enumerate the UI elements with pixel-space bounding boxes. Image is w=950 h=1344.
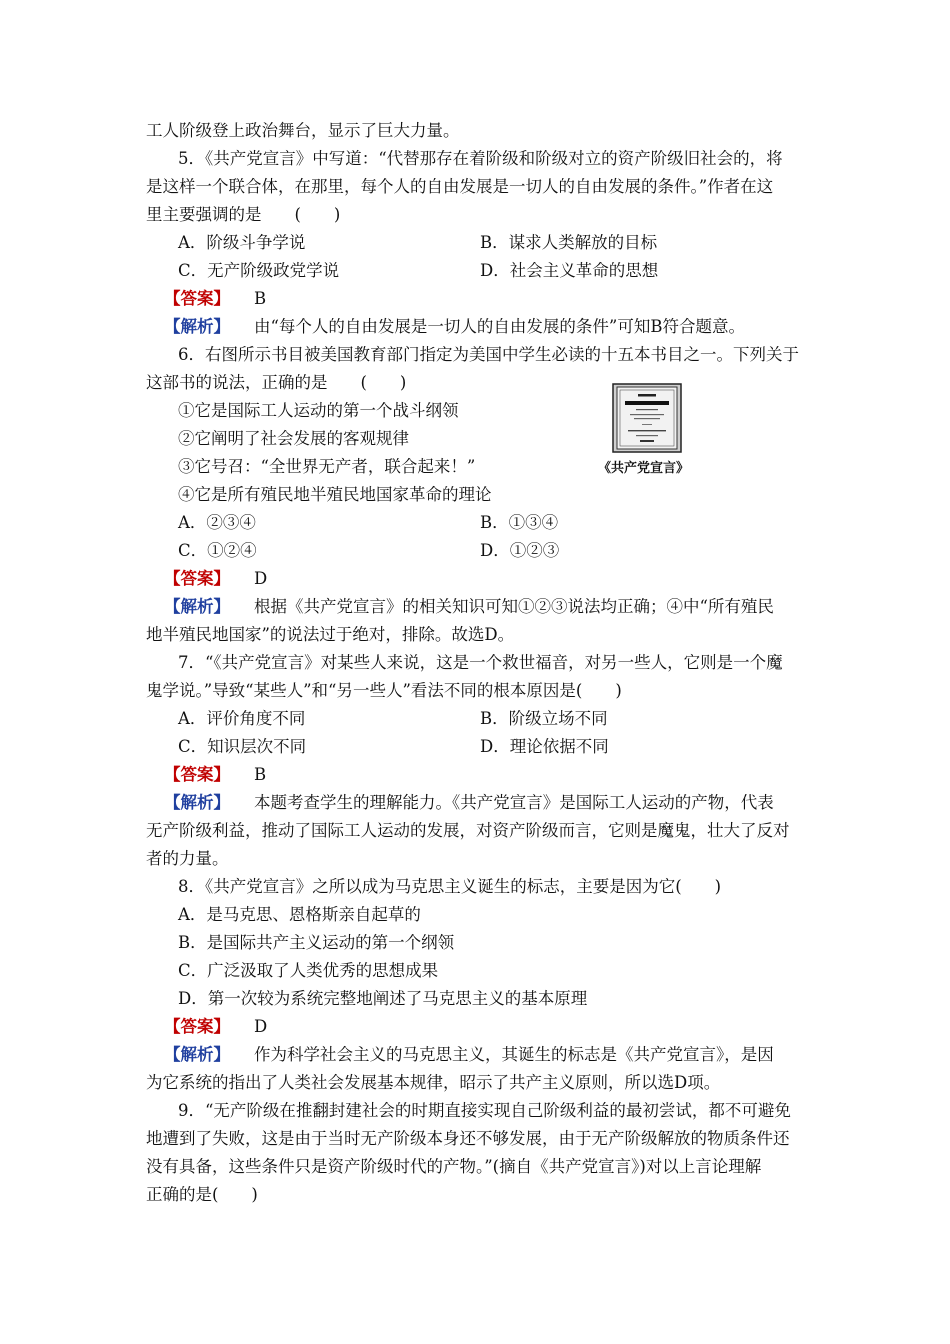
question-6-stem: 这部书的说法，正确的是 ( ): [146, 373, 407, 392]
analysis-line: [164, 1041, 774, 1069]
statement-3: ③它号召：“全世界无产者，联合起来！”: [178, 457, 476, 476]
option-d: D．①②③: [480, 541, 560, 560]
answer-value: B: [254, 765, 267, 784]
analysis-label: 【解析】: [164, 317, 230, 336]
option-b: B．是国际共产主义运动的第一个纲领: [178, 933, 455, 952]
statement-4: ④它是所有殖民地半殖民地国家革命的理论: [178, 485, 492, 504]
option-d: D．社会主义革命的思想: [480, 261, 659, 280]
option-a: A．②③④: [178, 513, 256, 532]
option-b: B．阶级立场不同: [480, 709, 608, 728]
analysis-label: 【解析】: [164, 597, 230, 616]
option-d: D．理论依据不同: [480, 737, 609, 756]
analysis-label: 【解析】: [164, 1045, 230, 1064]
question-7-stem: 7．“《共产党宣言》对某些人来说，这是一个救世福音，对另一些人，它则是一个魔: [178, 653, 783, 672]
answer-line: [164, 761, 266, 789]
analysis-line: [164, 789, 774, 817]
answer-label: 【答案】: [164, 1017, 230, 1036]
book-caption: 《共产党宣言》: [598, 461, 690, 476]
question-8-stem: 8．《共产党宣言》之所以成为马克思主义诞生的标志，主要是因为它( ): [178, 877, 722, 896]
option-c: C．广泛汲取了人类优秀的思想成果: [178, 961, 439, 980]
answer-line: [164, 285, 266, 313]
answer-label: 【答案】: [164, 569, 230, 588]
option-a: A．是马克思、恩格斯亲自起草的: [178, 905, 421, 924]
statement-2: ②它阐明了社会发展的客观规律: [178, 429, 409, 448]
analysis-text: 者的力量。: [146, 849, 229, 868]
analysis-text: 根据《共产党宣言》的相关知识可知①②③说法均正确；④中“所有殖民: [254, 597, 774, 616]
analysis-line: [164, 313, 745, 341]
answer-line: [164, 565, 267, 593]
answer-value: B: [254, 289, 267, 308]
question-9-stem: 地遭到了失败，这是由于当时无产阶级本身还不够发展，由于无产阶级解放的物质条件还: [146, 1129, 790, 1148]
option-b: B．谋求人类解放的目标: [480, 233, 658, 252]
option-b: B．①③④: [480, 513, 559, 532]
text-line: 工人阶级登上政治舞台，显示了巨大力量。: [146, 121, 460, 140]
analysis-line: [164, 593, 774, 621]
question-5-stem: 里主要强调的是 ( ): [146, 205, 341, 224]
question-9-stem: 正确的是( ): [146, 1185, 258, 1204]
question-6-stem: 6．右图所示书目被美国教育部门指定为美国中学生必读的十五本书目之一。下列关于: [178, 345, 799, 364]
answer-value: D: [254, 569, 268, 588]
option-a: A．阶级斗争学说: [178, 233, 306, 252]
option-d: D．第一次较为系统完整地阐述了马克思主义的基本原理: [178, 989, 588, 1008]
analysis-text: 地半殖民地国家”的说法过于绝对，排除。故选D。: [146, 625, 515, 644]
analysis-text: 作为科学社会主义的马克思主义，其诞生的标志是《共产党宣言》，是因: [254, 1045, 774, 1064]
option-c: C．知识层次不同: [178, 737, 307, 756]
option-c: C．①②④: [178, 541, 257, 560]
analysis-text: 由“每个人的自由发展是一切人的自由发展的条件”可知B符合题意。: [254, 317, 745, 336]
analysis-text: 为它系统的指出了人类社会发展基本规律，昭示了共产主义原则，所以选D项。: [146, 1073, 721, 1092]
statement-1: ①它是国际工人运动的第一个战斗纲领: [178, 401, 459, 420]
answer-line: [164, 1013, 267, 1041]
question-5-stem: 5．《共产党宣言》中写道：“代替那存在着阶级和阶级对立的资产阶级旧社会的，将: [178, 149, 783, 168]
option-a: A．评价角度不同: [178, 709, 306, 728]
answer-value: D: [254, 1017, 268, 1036]
analysis-text: 本题考查学生的理解能力。《共产党宣言》是国际工人运动的产物，代表: [254, 793, 774, 812]
manifesto-cover-image: [612, 383, 682, 453]
analysis-label: 【解析】: [164, 793, 230, 812]
answer-label: 【答案】: [164, 765, 230, 784]
analysis-text: 无产阶级利益，推动了国际工人运动的发展，对资产阶级而言，它则是魔鬼，壮大了反对: [146, 821, 790, 840]
question-9-stem: 没有具备，这些条件只是资产阶级时代的产物。”(摘自《共产党宣言》)对以上言论理解: [146, 1157, 762, 1176]
answer-label: 【答案】: [164, 289, 230, 308]
option-c: C．无产阶级政党学说: [178, 261, 340, 280]
question-7-stem: 鬼学说。”导致“某些人”和“另一些人”看法不同的根本原因是( ): [146, 681, 622, 700]
question-5-stem: 是这样一个联合体，在那里，每个人的自由发展是一切人的自由发展的条件。”作者在这: [146, 177, 774, 196]
question-9-stem: 9．“无产阶级在推翻封建社会的时期直接实现自己阶级利益的最初尝试，都不可避免: [178, 1101, 791, 1120]
